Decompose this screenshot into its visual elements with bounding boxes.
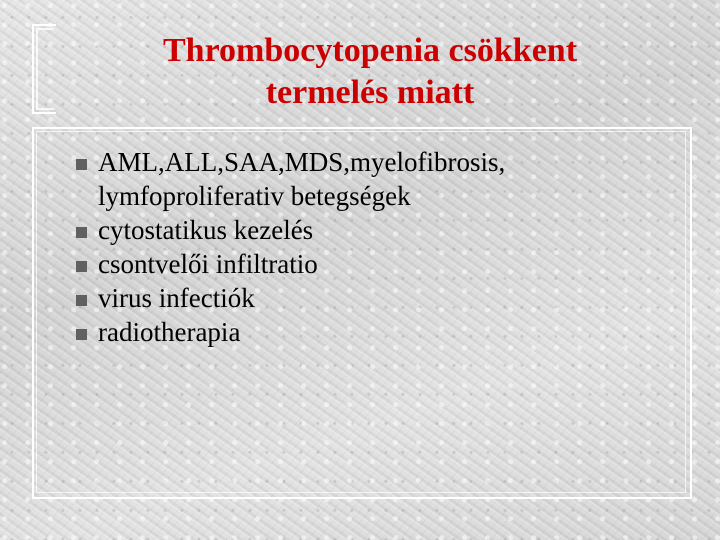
square-bullet-icon xyxy=(76,159,87,170)
bullet-text: AML,ALL,SAA,MDS,myelofibrosis, lymfoproliferativ betegségek xyxy=(98,147,506,211)
bullet-item xyxy=(72,247,672,281)
slide-title-line-2: termelés miatt xyxy=(265,74,475,111)
bullet-item xyxy=(72,145,672,213)
square-bullet-icon xyxy=(76,261,87,272)
bullet-text: virus infectiók xyxy=(98,283,255,313)
title-frame-decoration-inner xyxy=(36,28,54,110)
bullet-text: csontvelői infiltratio xyxy=(98,249,318,279)
slide-title-line-1: Thrombocytopenia csökkent xyxy=(162,32,578,69)
bullet-text: radiotherapia xyxy=(98,317,241,347)
bullet-text: cytostatikus kezelés xyxy=(98,215,314,245)
bullet-list xyxy=(72,145,672,349)
square-bullet-icon xyxy=(76,227,87,238)
square-bullet-icon xyxy=(76,295,87,306)
bullet-item xyxy=(72,213,672,247)
bullet-item xyxy=(72,315,672,349)
slide-title xyxy=(60,30,680,114)
bullet-item xyxy=(72,281,672,315)
square-bullet-icon xyxy=(76,329,87,340)
